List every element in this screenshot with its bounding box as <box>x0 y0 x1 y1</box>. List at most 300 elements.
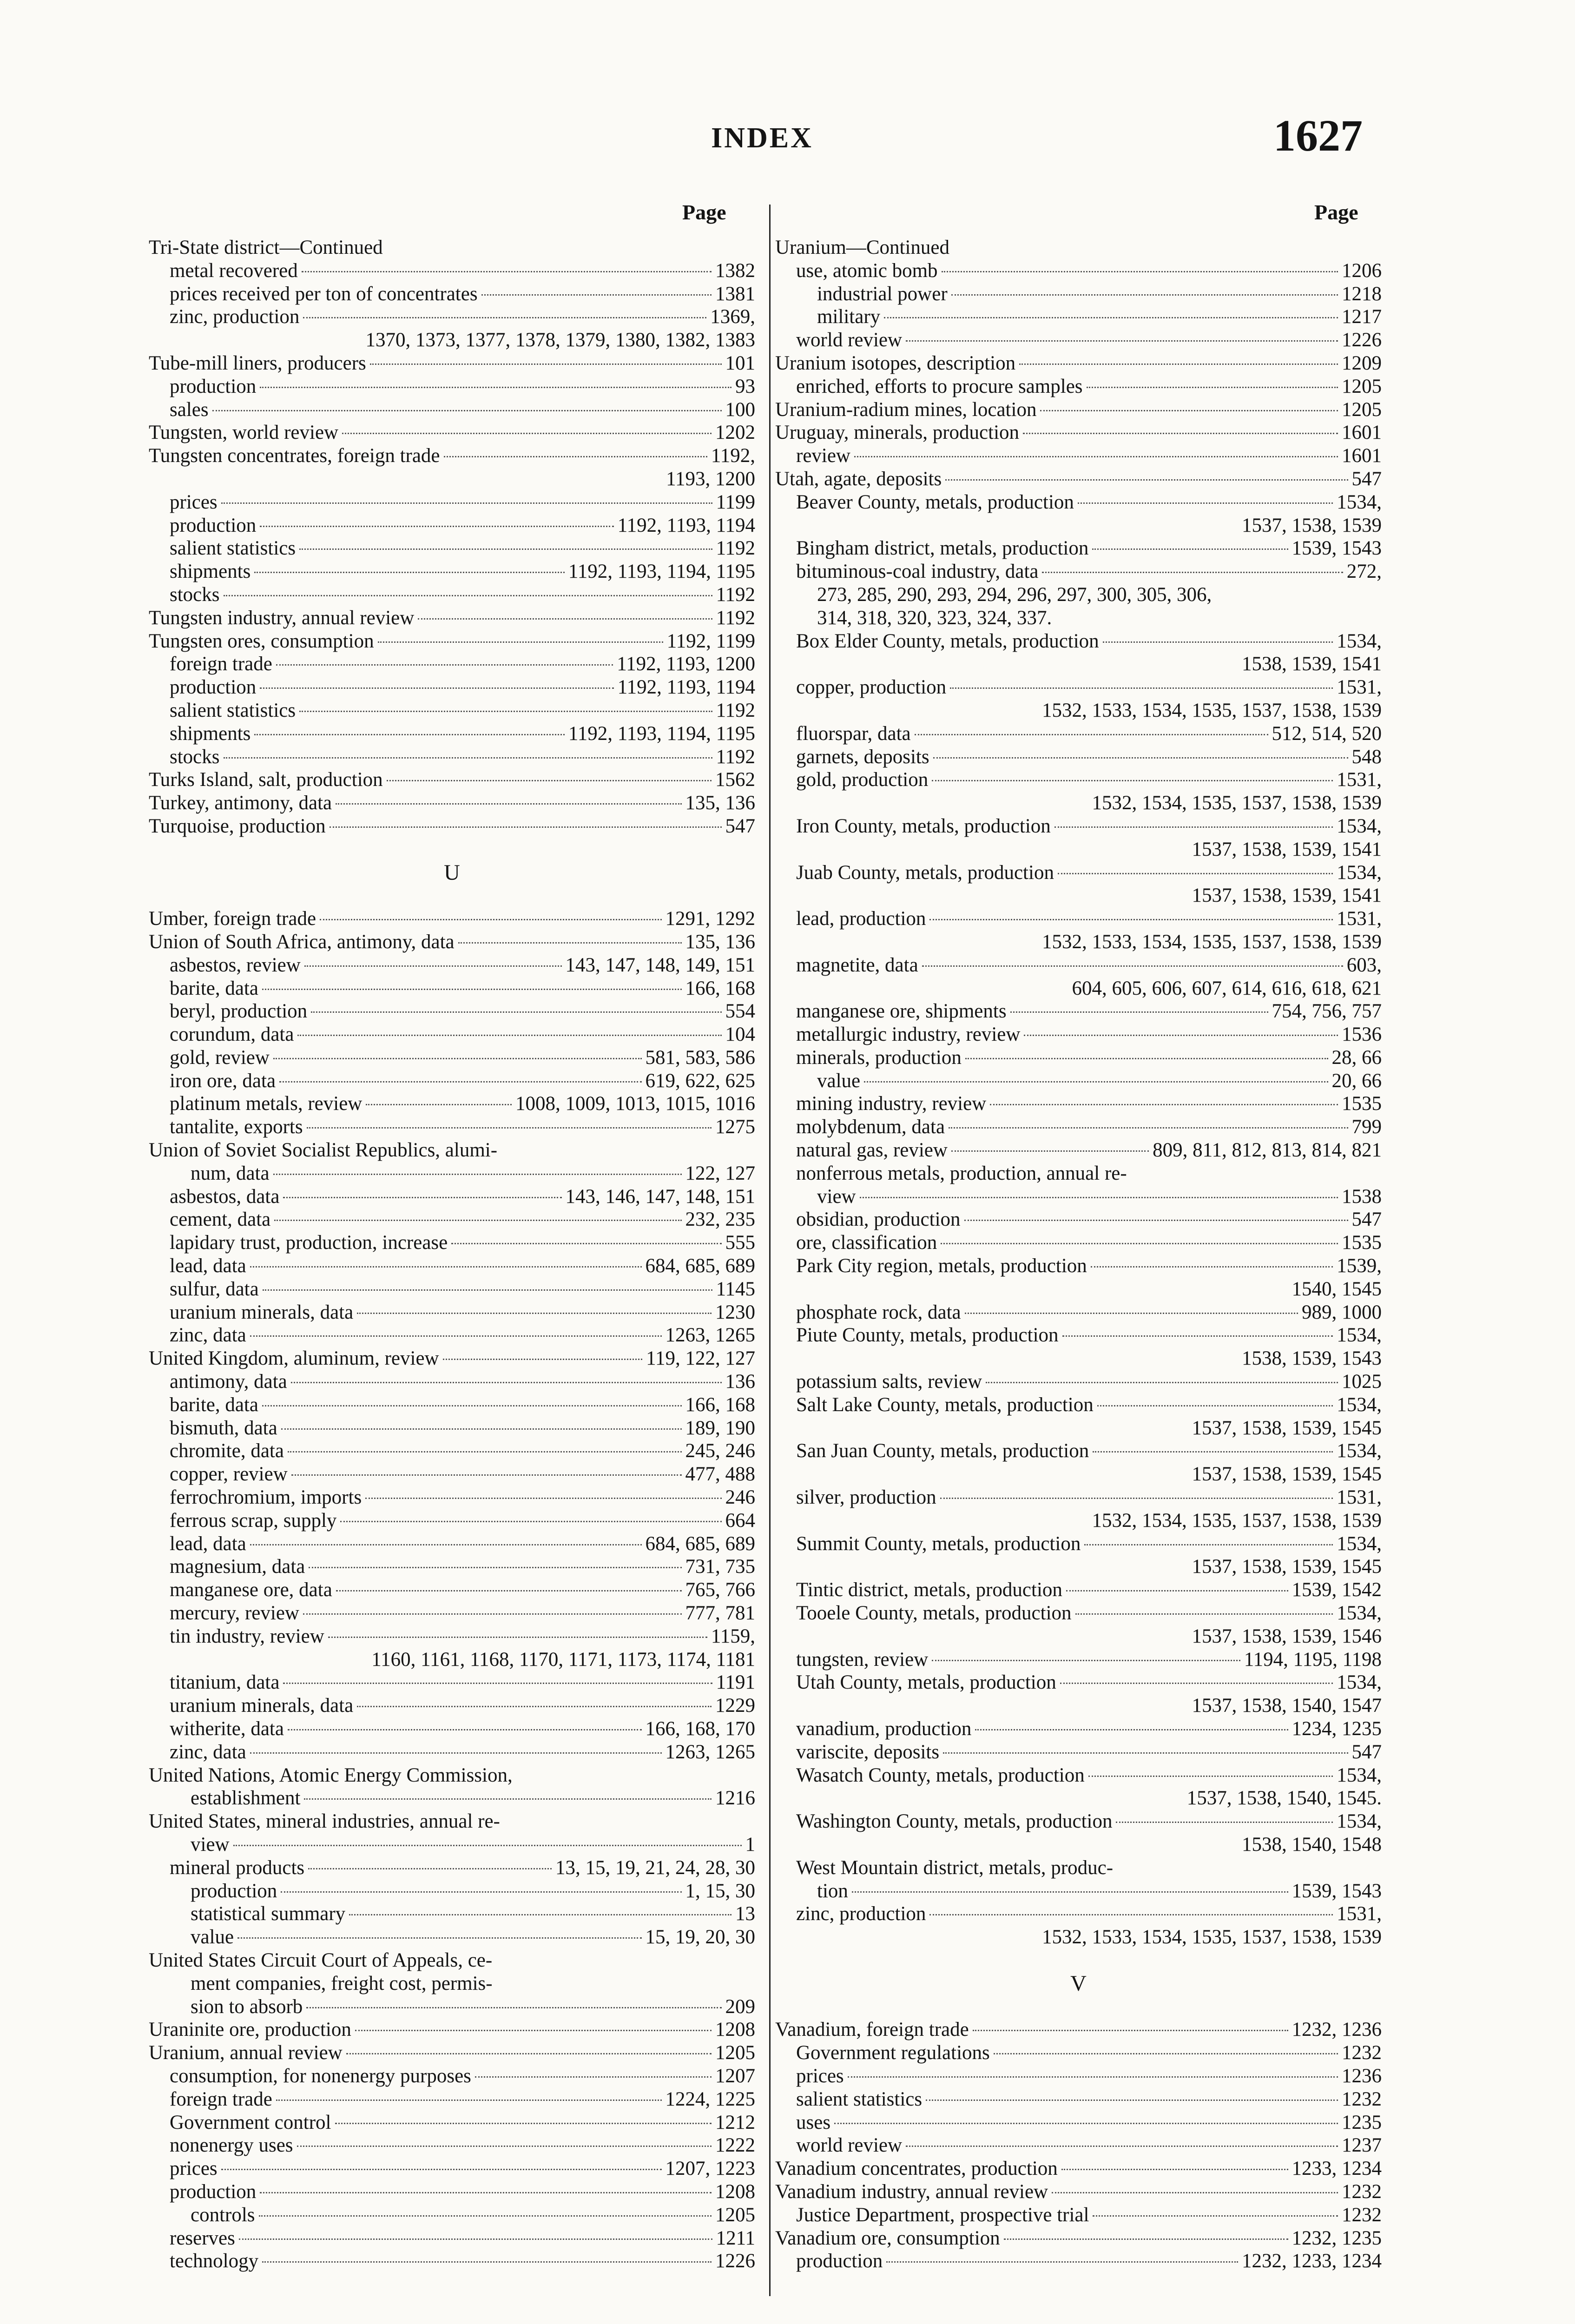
index-entry <box>775 1578 1382 1602</box>
index-entry <box>775 1880 1382 1903</box>
page-reference-continuation: 1370, 1373, 1377, 1378, 1379, 1380, 1382, 1383 <box>365 329 755 351</box>
entry-term: mining industry, review <box>796 1093 987 1115</box>
page-reference: 548 <box>1351 746 1382 768</box>
index-entry <box>149 1717 755 1741</box>
dot-leader <box>297 2146 712 2147</box>
page-reference: 554 <box>725 1000 755 1023</box>
index-entry <box>149 352 755 375</box>
index-entry <box>775 1092 1382 1116</box>
page-reference: 754, 756, 757 <box>1272 1000 1382 1023</box>
index-entry <box>149 1833 755 1856</box>
dot-leader <box>224 595 712 596</box>
entry-term: foreign trade <box>170 2088 272 2110</box>
entry-term: West Mountain district, metals, produc- <box>796 1856 1114 1879</box>
page-reference: 119, 122, 127 <box>646 1347 755 1370</box>
page-reference: 765, 766 <box>685 1579 755 1601</box>
dot-leader <box>915 734 1268 735</box>
index-entry <box>775 722 1382 746</box>
dot-leader <box>418 618 712 620</box>
entry-term: world review <box>796 2134 903 2157</box>
page-reference-continuation: 1538, 1540, 1548 <box>1242 1833 1382 1855</box>
page-reference: 1382 <box>715 259 755 282</box>
entry-term: fluorspar, data <box>796 722 911 745</box>
dot-leader <box>263 1289 712 1291</box>
index-entry <box>775 2041 1382 2065</box>
index-entry <box>149 1231 755 1254</box>
page-reference: 143, 146, 147, 148, 151 <box>565 1185 755 1208</box>
index-entry <box>775 468 1382 491</box>
entry-term: production <box>170 375 257 397</box>
entry-term: zinc, production <box>170 306 300 328</box>
entry-term: Tungsten, world review <box>149 422 339 444</box>
index-entry <box>149 1139 755 1162</box>
index-entry <box>149 653 755 676</box>
dot-leader <box>929 1914 1333 1915</box>
dot-leader <box>1060 1683 1333 1684</box>
entry-term: beryl, production <box>170 1000 308 1023</box>
index-entry <box>775 375 1382 398</box>
page-reference: 1539, <box>1337 1255 1382 1277</box>
dot-leader <box>906 340 1338 342</box>
index-entry <box>775 236 1382 259</box>
page-reference: 1, 15, 30 <box>685 1880 755 1902</box>
entry-term: molybdenum, data <box>796 1116 945 1138</box>
index-entry <box>775 861 1382 885</box>
entry-term: Umber, foreign trade <box>149 908 316 930</box>
page-reference: 547 <box>725 815 755 837</box>
index-entry <box>775 2204 1382 2227</box>
page-reference: 1209 <box>1342 352 1382 374</box>
page-reference: 1291, 1292 <box>665 908 755 930</box>
index-entry <box>775 1393 1382 1417</box>
running-title: INDEX <box>711 122 813 154</box>
entry-term: potassium salts, review <box>796 1371 982 1393</box>
page-reference: 1235 <box>1342 2111 1382 2133</box>
entry-term: Uranium—Continued <box>775 237 950 258</box>
dot-leader <box>303 1613 682 1615</box>
page-reference: 1275 <box>715 1116 755 1138</box>
page-reference: 989, 1000 <box>1302 1301 1382 1323</box>
index-entry <box>775 398 1382 422</box>
dot-leader <box>940 1498 1333 1499</box>
entry-term: zinc, data <box>170 1741 246 1763</box>
index-entry <box>149 1370 755 1393</box>
entry-term: asbestos, review <box>170 954 301 976</box>
page-reference: 1233, 1234 <box>1292 2158 1382 2180</box>
dot-leader <box>212 410 722 411</box>
page-reference: 1534, <box>1337 1324 1382 1347</box>
entry-term: zinc, production <box>796 1903 926 1925</box>
index-entry <box>149 1555 755 1578</box>
entry-term: Union of South Africa, antimony, data <box>149 931 455 953</box>
dot-leader <box>481 294 712 296</box>
dot-leader <box>366 1104 512 1105</box>
page-reference: 1206 <box>1342 259 1382 282</box>
dot-leader <box>276 2100 662 2101</box>
dot-leader <box>945 479 1348 481</box>
index-entry <box>775 1116 1382 1139</box>
entry-term: lead, data <box>170 1532 246 1555</box>
page-reference: 1534, <box>1337 1671 1382 1694</box>
dot-leader <box>260 387 731 388</box>
index-entry <box>775 2134 1382 2157</box>
dot-leader <box>942 271 1338 272</box>
index-entry <box>149 560 755 583</box>
entry-term: magnetite, data <box>796 954 918 976</box>
entry-term: enriched, efforts to procure samples <box>796 375 1083 397</box>
dot-leader <box>1040 410 1338 411</box>
index-entry <box>149 2041 755 2065</box>
entry-term: value <box>817 1070 861 1092</box>
page-reference: 1192, 1193, 1200 <box>617 653 755 675</box>
dot-leader <box>239 2238 712 2240</box>
entry-term: foreign trade <box>170 653 272 675</box>
page-reference: 1205 <box>715 2204 755 2226</box>
page-reference: 1212 <box>715 2111 755 2133</box>
dot-leader <box>1058 873 1333 874</box>
entry-term: salient statistics <box>170 699 296 721</box>
dot-leader <box>299 548 712 550</box>
entry-term: prices <box>170 491 217 513</box>
entry-term: num, data <box>191 1162 270 1184</box>
dot-leader <box>262 2261 712 2263</box>
entry-term: Government regulations <box>796 2042 990 2064</box>
entry-term: Bingham district, metals, production <box>796 537 1089 560</box>
entry-term: United Kingdom, aluminum, review <box>149 1347 439 1370</box>
index-entry <box>775 1324 1382 1347</box>
page-reference-continuation: 1537, 1538, 1539, 1545 <box>1192 1463 1382 1486</box>
page-reference: 143, 147, 148, 149, 151 <box>565 954 755 976</box>
entry-term: stocks <box>170 583 220 606</box>
index-entry <box>775 1532 1382 1556</box>
entry-term: United States, mineral industries, annual re- <box>149 1810 500 1833</box>
dot-leader <box>320 919 661 920</box>
page-reference: 1192, 1193, 1194, 1195 <box>568 722 755 745</box>
page-reference: 1534, <box>1337 1602 1382 1624</box>
entry-term: Tungsten concentrates, foreign trade <box>149 445 440 467</box>
entry-term: Salt Lake County, metals, production <box>796 1393 1094 1416</box>
dot-leader <box>475 2076 712 2078</box>
entry-term: metal recovered <box>170 259 298 282</box>
dot-leader <box>279 1081 641 1083</box>
page-reference: 477, 488 <box>685 1463 755 1486</box>
entry-term: copper, production <box>796 676 947 699</box>
dot-leader <box>250 1752 662 1754</box>
page-reference-continuation: 604, 605, 606, 607, 614, 616, 618, 621 <box>1072 977 1382 999</box>
index-entry <box>149 398 755 422</box>
dot-leader <box>288 1729 642 1730</box>
page-reference: 1216 <box>715 1787 755 1809</box>
dot-leader <box>357 1313 712 1314</box>
dot-leader <box>291 1382 722 1383</box>
dot-leader <box>1054 826 1333 828</box>
dot-leader <box>1078 502 1333 504</box>
index-entry <box>149 1092 755 1116</box>
index-entry <box>775 560 1382 583</box>
dot-leader <box>973 2030 1288 2031</box>
page-reference-continuation: 1537, 1538, 1539 <box>1242 514 1382 536</box>
entry-term: cement, data <box>170 1208 271 1231</box>
entry-term: prices <box>170 2158 217 2180</box>
dot-leader <box>941 1243 1338 1244</box>
dot-leader <box>986 1382 1338 1383</box>
index-entry <box>775 907 1382 931</box>
dot-leader <box>273 1174 682 1175</box>
entry-term: production <box>170 2180 257 2203</box>
dot-leader <box>834 2123 1338 2124</box>
page-reference: 13 <box>735 1903 755 1925</box>
index-entry <box>149 792 755 815</box>
index-entry <box>775 768 1382 792</box>
index-entry <box>775 1764 1382 1787</box>
index-entry <box>149 2088 755 2111</box>
page-reference: 1008, 1009, 1013, 1015, 1016 <box>515 1093 755 1115</box>
dot-leader <box>387 780 712 781</box>
dot-leader <box>1024 1035 1338 1036</box>
dot-leader <box>1052 2192 1338 2193</box>
page-reference: 1601 <box>1342 445 1382 467</box>
page-reference-continuation: 273, 285, 290, 293, 294, 296, 297, 300, 305, 306, <box>817 583 1212 606</box>
dot-leader <box>884 317 1338 318</box>
page-reference: 100 <box>725 398 755 421</box>
index-entry <box>149 2018 755 2041</box>
index-entry <box>775 329 1382 352</box>
index-entry <box>775 2111 1382 2134</box>
index-entry <box>149 607 755 630</box>
entry-term: view <box>817 1185 856 1208</box>
page-reference: 512, 514, 520 <box>1272 722 1382 745</box>
entry-term: Juab County, metals, production <box>796 861 1054 884</box>
index-entry <box>775 815 1382 838</box>
page-reference: 1369, <box>710 306 755 328</box>
index-entry <box>775 746 1382 769</box>
page-reference: 1234, 1235 <box>1292 1718 1382 1740</box>
index-entry <box>775 2157 1382 2180</box>
page-reference: 1381 <box>715 283 755 305</box>
page-reference: 1202 <box>715 422 755 444</box>
dot-leader <box>378 641 663 643</box>
entry-term: garnets, deposits <box>796 746 929 768</box>
entry-term: phosphate rock, data <box>796 1301 961 1323</box>
page-reference: 1531, <box>1337 908 1382 930</box>
entry-term: antimony, data <box>170 1371 287 1393</box>
entry-term: Summit County, metals, production <box>796 1532 1081 1555</box>
index-entry <box>149 1185 755 1208</box>
dot-leader <box>283 1197 561 1198</box>
page-reference: 1208 <box>715 2019 755 2041</box>
dot-leader <box>283 1683 712 1684</box>
page-reference: 1534, <box>1337 1810 1382 1833</box>
entry-term: nonferrous metals, production, annual re- <box>796 1162 1127 1184</box>
entry-term: salient statistics <box>170 537 296 560</box>
entry-term: San Juan County, metals, production <box>796 1440 1089 1462</box>
entry-term: copper, review <box>170 1463 288 1486</box>
dot-leader <box>1087 387 1338 388</box>
entry-term: witherite, data <box>170 1718 284 1740</box>
page-reference: 731, 735 <box>685 1556 755 1578</box>
index-entry <box>149 907 755 931</box>
page-reference: 1534, <box>1337 1532 1382 1555</box>
index-entry <box>775 1486 1382 1509</box>
dot-leader <box>349 1914 731 1915</box>
entry-term: corundum, data <box>170 1023 294 1046</box>
dot-leader <box>943 1752 1348 1754</box>
index-entry <box>149 1023 755 1046</box>
right-index-column <box>775 236 1382 2273</box>
page-reference: 104 <box>725 1023 755 1046</box>
page-reference: 1025 <box>1342 1371 1382 1393</box>
dot-leader <box>250 1266 642 1268</box>
index-entry <box>775 1046 1382 1070</box>
index-entry <box>149 2204 755 2227</box>
index-entry <box>775 421 1382 444</box>
entry-term: variscite, deposits <box>796 1741 940 1763</box>
dot-leader <box>1062 1335 1333 1337</box>
entry-term: Vanadium, foreign trade <box>775 2019 969 2041</box>
dot-leader <box>1066 1590 1288 1591</box>
dot-leader <box>342 433 712 434</box>
page-reference: 1145 <box>716 1278 755 1300</box>
page-reference-continuation: 1538, 1539, 1541 <box>1242 653 1382 675</box>
entry-term: Uraninite ore, production <box>149 2019 351 2041</box>
index-entry <box>775 283 1382 306</box>
entry-term: Vanadium concentrates, production <box>775 2158 1058 2180</box>
page-reference: 135, 136 <box>685 792 755 814</box>
index-entry <box>149 1254 755 1278</box>
page-reference: 232, 235 <box>685 1208 755 1231</box>
page-reference: 209 <box>725 1995 755 2018</box>
page-reference-continuation: 314, 318, 320, 323, 324, 337. <box>817 607 1052 629</box>
dot-leader <box>328 1637 707 1638</box>
page-reference: 1535 <box>1342 1093 1382 1115</box>
entry-term: Tube-mill liners, producers <box>149 352 366 374</box>
page-reference: 1222 <box>715 2134 755 2157</box>
page-reference: 1199 <box>716 491 755 513</box>
index-entry <box>149 2180 755 2204</box>
index-entry <box>775 352 1382 375</box>
page-reference-continuation: 1532, 1533, 1534, 1535, 1537, 1538, 1539 <box>1042 931 1382 953</box>
entry-term: reserves <box>170 2227 235 2249</box>
dot-leader <box>1042 572 1343 573</box>
page-reference: 245, 246 <box>685 1440 755 1462</box>
dot-leader <box>929 919 1333 920</box>
entry-term: magnesium, data <box>170 1556 305 1578</box>
page-reference: 1192 <box>716 699 755 721</box>
page-reference-continuation: 1537, 1538, 1539, 1541 <box>1192 838 1382 860</box>
entry-term: silver, production <box>796 1486 936 1509</box>
dot-leader <box>950 687 1333 689</box>
page-reference: 1534, <box>1337 1393 1382 1416</box>
index-entry <box>775 491 1382 514</box>
entry-term: tion <box>817 1880 848 1902</box>
dot-leader <box>291 1474 682 1476</box>
index-entry <box>149 2134 755 2157</box>
dot-leader <box>1116 1822 1333 1823</box>
index-entry <box>775 1301 1382 1324</box>
page-reference: 1229 <box>715 1695 755 1717</box>
index-entry <box>149 1393 755 1417</box>
index-entry <box>775 1370 1382 1393</box>
entry-term: mercury, review <box>170 1602 299 1624</box>
dot-leader <box>233 1845 742 1846</box>
page-reference-continuation: 1532, 1534, 1535, 1537, 1538, 1539 <box>1092 1509 1382 1532</box>
page-reference: 777, 781 <box>685 1602 755 1624</box>
entry-term: consumption, for nonenergy purposes <box>170 2065 471 2087</box>
index-entry <box>149 375 755 398</box>
dot-leader <box>281 1428 682 1430</box>
page-reference: 166, 168 <box>685 977 755 999</box>
index-entry <box>775 444 1382 468</box>
dot-leader <box>335 2123 712 2124</box>
entry-term: Tri-State district—Continued <box>149 237 383 258</box>
entry-term: nonenergy uses <box>170 2134 293 2157</box>
entry-term: lapidary trust, production, increase <box>170 1232 448 1254</box>
index-entry <box>149 1949 755 1972</box>
dot-leader <box>852 1891 1288 1893</box>
entry-term: shipments <box>170 561 251 583</box>
dot-leader <box>1004 2238 1288 2240</box>
page-number: 1627 <box>1273 111 1363 160</box>
index-entry <box>149 236 755 259</box>
dot-leader <box>304 1798 712 1800</box>
page-reference-continuation: 1537, 1538, 1539, 1541 <box>1192 885 1382 907</box>
entry-term: stocks <box>170 746 220 768</box>
index-entry <box>149 1278 755 1301</box>
index-entry <box>149 977 755 1000</box>
page-reference-continuation: 1538, 1539, 1543 <box>1242 1347 1382 1370</box>
dot-leader <box>1097 1405 1333 1406</box>
entry-term: Justice Department, prospective trial <box>796 2204 1089 2226</box>
entry-term: establishment <box>191 1787 301 1809</box>
dot-leader <box>259 2215 712 2217</box>
page-reference: 1205 <box>1342 375 1382 397</box>
page-reference: 136 <box>725 1371 755 1393</box>
page-reference: 1531, <box>1337 1903 1382 1925</box>
index-entry <box>149 954 755 977</box>
entry-term: mineral products <box>170 1856 305 1879</box>
entry-term: bituminous-coal industry, data <box>796 561 1039 583</box>
entry-term: uses <box>796 2111 831 2133</box>
dot-leader <box>848 2076 1338 2078</box>
index-entry <box>149 2227 755 2250</box>
entry-term: Turkey, antimony, data <box>149 792 332 814</box>
page-reference: 1232 <box>1342 2088 1382 2110</box>
page-reference-continuation: 1532, 1533, 1534, 1535, 1537, 1538, 1539 <box>1042 1926 1382 1948</box>
dot-leader <box>355 2030 712 2031</box>
dot-leader <box>260 526 613 527</box>
page-reference: 547 <box>1351 468 1382 490</box>
page-reference: 272, <box>1346 561 1382 583</box>
dot-leader <box>886 2261 1238 2263</box>
dot-leader <box>1103 641 1333 643</box>
page-reference: 1217 <box>1342 306 1382 328</box>
entry-term: statistical summary <box>191 1903 346 1925</box>
entry-term: tantalite, exports <box>170 1116 303 1138</box>
entry-term: Vanadium ore, consumption <box>775 2227 1000 2249</box>
page-reference: 1531, <box>1337 769 1382 791</box>
dot-leader <box>949 1127 1348 1129</box>
dot-leader <box>1061 2169 1288 2170</box>
dot-leader <box>346 2053 712 2054</box>
entry-term: shipments <box>170 722 251 745</box>
entry-term: military <box>817 306 881 328</box>
entry-term: world review <box>796 329 903 351</box>
page-reference: 1232, 1233, 1234 <box>1242 2250 1382 2272</box>
dot-leader <box>965 1313 1298 1314</box>
index-entry <box>149 1602 755 1625</box>
dot-leader <box>964 1220 1348 1221</box>
index-entry <box>149 1856 755 1880</box>
